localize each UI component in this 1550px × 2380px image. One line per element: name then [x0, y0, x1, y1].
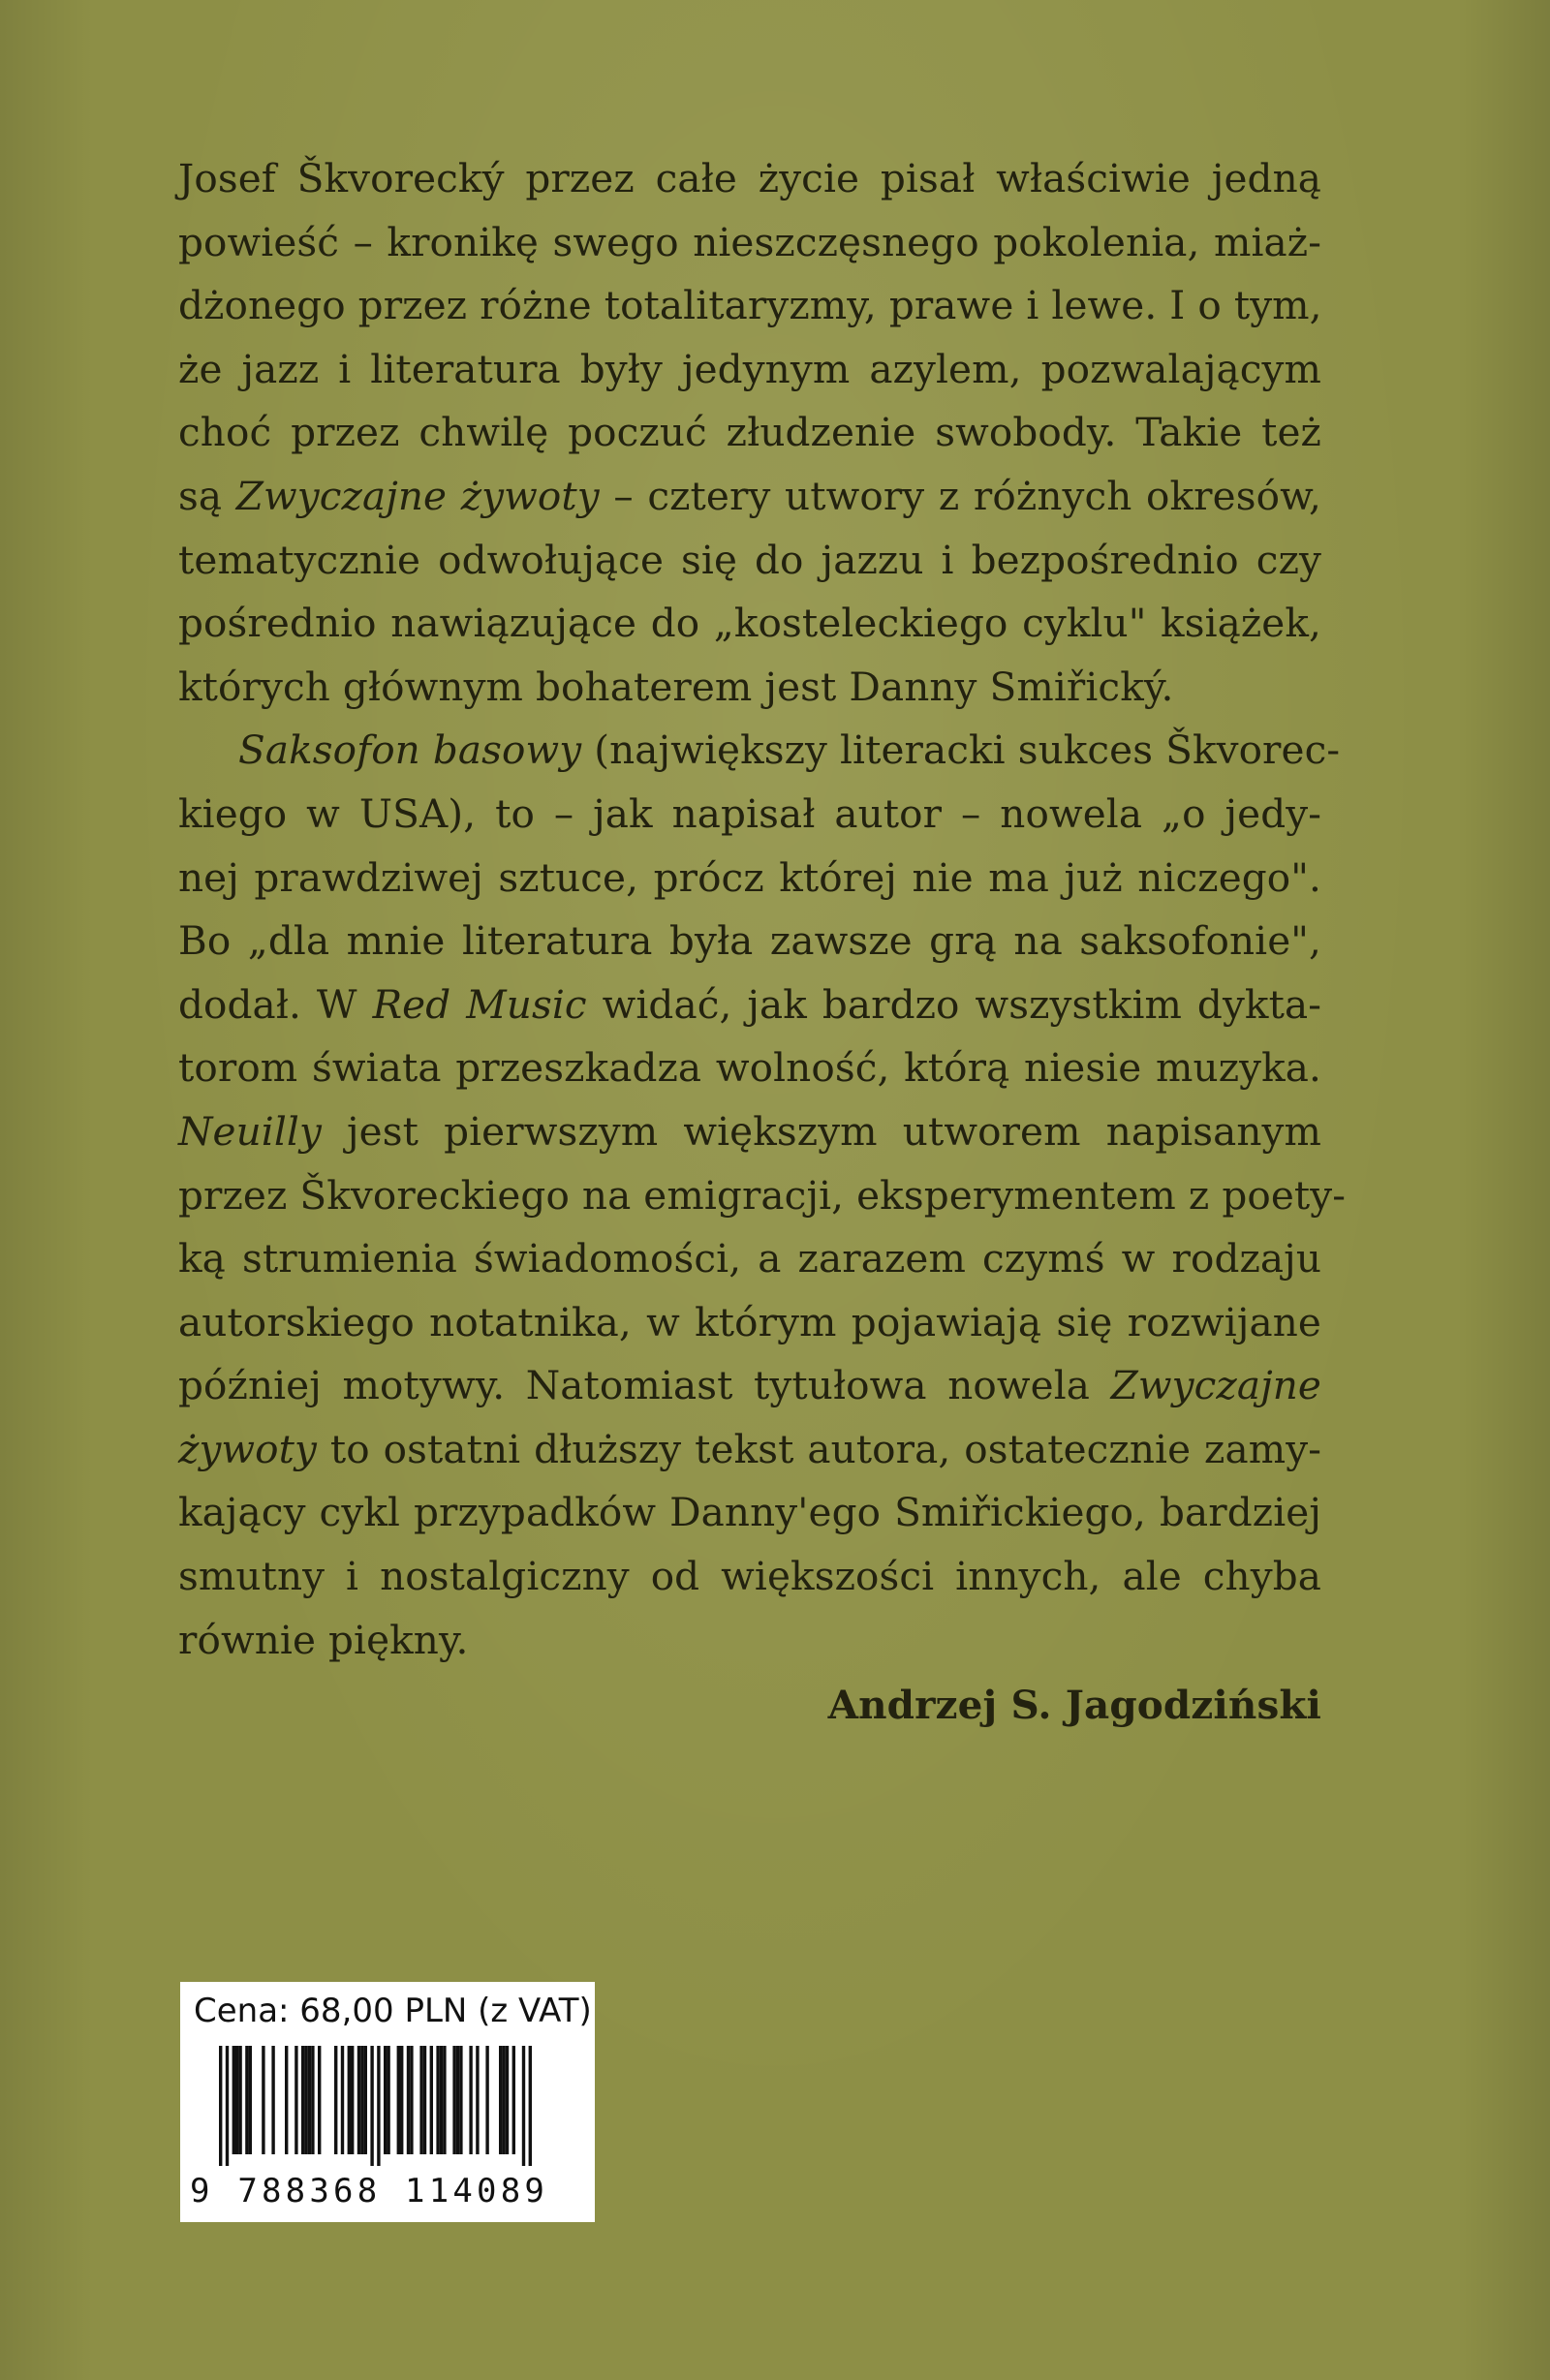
text-run: równie piękny. — [178, 1616, 469, 1663]
barcode-bar — [249, 2046, 252, 2154]
blurb-line — [178, 1164, 1347, 1228]
blurb-line — [178, 338, 1321, 402]
barcode-bar — [440, 2046, 443, 2154]
text-run: kający cykl przypadków Danny'ego Smiřickiego, bardziej — [178, 1489, 1321, 1536]
barcode-bar — [238, 2046, 241, 2154]
text-run: to ostatni dłuższy tekst autora, ostatecznie zamy- — [317, 1425, 1321, 1472]
text-run: ką strumienia świadomości, a zarazem czymś w rodzaju — [178, 1235, 1321, 1283]
barcode-bar — [419, 2046, 422, 2154]
text-run: powieść – kronikę swego nieszczęsnego pokolenia, miaż- — [178, 218, 1321, 265]
barcode-bar — [357, 2046, 360, 2154]
text-run: Bo „dla mnie literatura była zawsze grą na saksofonie", — [178, 917, 1321, 965]
isbn-number: 9 788368 114089 — [190, 2172, 549, 2210]
text-run: (największy literacki sukces Škvorec- — [581, 726, 1341, 774]
barcode-bar — [308, 2046, 311, 2154]
text-run: kiego w USA), to – jak napisał autor – nowela „o jedy- — [178, 789, 1321, 837]
text-run: jest pierwszym większym utworem napisanym — [321, 1107, 1321, 1155]
barcode-bar — [360, 2046, 363, 2154]
italic-title: Zwyczajne żywoty — [235, 472, 600, 519]
barcode-bar — [304, 2046, 307, 2154]
barcode-bar — [436, 2046, 439, 2154]
text-run: – cztery utwory z różnych okresów, — [599, 472, 1322, 519]
barcode-bar — [301, 2046, 304, 2154]
barcode-bar — [377, 2046, 380, 2166]
barcode — [219, 2046, 558, 2166]
blurb-line — [178, 1100, 1321, 1164]
barcode-bar — [311, 2046, 314, 2154]
text-run: pośrednio nawiązujące do „kosteleckiego cyklu" książek, — [178, 600, 1321, 647]
barcode-bar — [476, 2046, 479, 2154]
price-barcode-sticker — [180, 1982, 595, 2222]
barcode-bar — [348, 2046, 351, 2154]
barcode-bar — [400, 2046, 403, 2154]
blurb-line — [178, 656, 1321, 720]
text-run: torom świata przeszkadza wolność, którą niesie muzyka. — [178, 1044, 1321, 1092]
text-run: Josef Škvorecký przez całe życie pisał właściwie jedną — [178, 155, 1321, 201]
barcode-bar — [235, 2046, 238, 2154]
italic-title: Saksofon basowy — [238, 726, 582, 774]
barcode-bar — [485, 2046, 488, 2154]
barcode-bar — [499, 2046, 502, 2154]
barcode-bar — [285, 2046, 288, 2154]
blurb-line — [178, 465, 1321, 529]
text-run: później motywy. Natomiast tytułowa nowela — [178, 1362, 1111, 1409]
author-signature: Andrzej S. Jagodziński — [827, 1682, 1321, 1729]
barcode-bar — [456, 2046, 459, 2154]
barcode-bar — [364, 2046, 367, 2154]
barcode-bar — [506, 2046, 509, 2154]
barcode-bar — [512, 2046, 515, 2154]
blurb-line — [178, 147, 1321, 211]
blurb-line — [178, 592, 1321, 656]
barcode-bar — [407, 2046, 410, 2154]
barcode-bar — [452, 2046, 455, 2154]
barcode-bar — [459, 2046, 462, 2154]
barcode-bar — [232, 2046, 235, 2154]
blurb-line — [178, 1291, 1321, 1355]
blurb-line — [178, 974, 1321, 1037]
text-run: przez Škvoreckiego na emigracji, eksperymentem z poety- — [178, 1171, 1347, 1219]
barcode-bar — [318, 2046, 321, 2154]
barcode-bar — [294, 2046, 297, 2154]
italic-title: Red Music — [372, 980, 587, 1028]
blurb-line — [178, 274, 1321, 338]
barcode-bar — [469, 2046, 472, 2154]
text-run: widać, jak bardzo wszystkim dykta- — [586, 980, 1321, 1028]
barcode-bar — [245, 2046, 248, 2154]
blurb-line — [178, 1227, 1321, 1291]
blurb-line — [178, 211, 1321, 275]
blurb-line — [178, 1418, 1321, 1482]
barcode-bar — [226, 2046, 229, 2166]
barcode-bar — [262, 2046, 264, 2154]
blurb-line — [178, 529, 1321, 593]
barcode-bar — [522, 2046, 525, 2166]
text-run: że jazz i literatura były jedynym azylem, pozwalającym — [178, 345, 1321, 392]
barcode-bar — [387, 2046, 389, 2154]
blurb-line — [178, 783, 1321, 847]
barcode-bar — [370, 2046, 373, 2166]
text-run: tematycznie odwołujące się do jazzu i bezpośrednio czy — [178, 536, 1321, 583]
blurb-line — [178, 1354, 1321, 1418]
barcode-bar — [384, 2046, 387, 2154]
barcode-bar — [423, 2046, 426, 2154]
blurb-line — [178, 1545, 1321, 1609]
text-run: smutny i nostalgiczny od większości innych, ale chyba — [178, 1553, 1321, 1600]
barcode-bar — [502, 2046, 505, 2154]
blurb-text — [178, 147, 1347, 1738]
barcode-bar — [397, 2046, 400, 2154]
barcode-bar — [529, 2046, 532, 2166]
barcode-bar — [430, 2046, 433, 2154]
price-label: Cena: 68,00 PLN (z VAT) — [194, 1992, 592, 2030]
text-run: dodał. W — [178, 980, 373, 1028]
barcode-bar — [410, 2046, 413, 2154]
blurb-line — [178, 910, 1321, 974]
text-run: nej prawdziwej sztuce, prócz której nie ma już niczego". — [178, 853, 1321, 901]
italic-title: Zwyczajne — [1110, 1362, 1321, 1409]
text-run: choć przez chwilę poczuć złudzenie swobody. Takie też — [178, 409, 1321, 456]
barcode-bar — [219, 2046, 222, 2166]
barcode-bar — [271, 2046, 274, 2154]
blurb-line — [178, 401, 1321, 465]
text-run: których głównym bohaterem jest Danny Smiřický. — [178, 663, 1174, 710]
blurb-line — [178, 1609, 1321, 1673]
italic-title: żywoty — [178, 1425, 318, 1472]
text-run: dżonego przez różne totalitaryzmy, prawe i lewe. I o tym, — [178, 282, 1322, 329]
blurb-line — [178, 719, 1341, 783]
blurb-line — [178, 847, 1321, 911]
blurb-line — [178, 1036, 1321, 1100]
barcode-bar — [443, 2046, 446, 2154]
barcode-bar — [341, 2046, 344, 2154]
barcode-bar — [334, 2046, 337, 2154]
text-run: autorskiego notatnika, w którym pojawiają się rozwijane — [178, 1298, 1321, 1345]
blurb-line — [178, 1481, 1321, 1545]
italic-title: Neuilly — [178, 1107, 322, 1155]
text-run: są — [178, 472, 236, 519]
barcode-bar — [351, 2046, 354, 2154]
